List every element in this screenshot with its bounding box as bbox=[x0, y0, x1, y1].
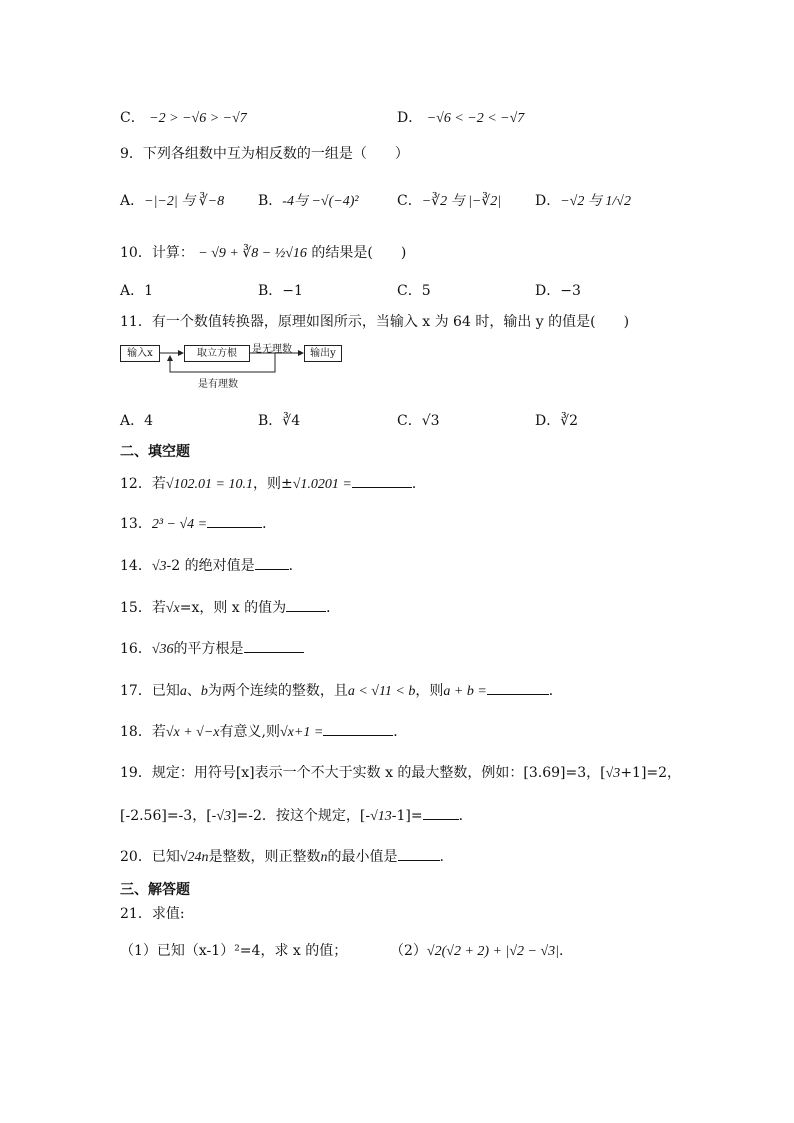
question-suffix: ． bbox=[548, 683, 563, 699]
question-expression: √3 bbox=[151, 559, 167, 574]
flow-irrational-label: 是无理数 bbox=[252, 344, 292, 355]
question-text: -2 的绝对值是 bbox=[166, 558, 255, 574]
q9-option-a bbox=[120, 190, 224, 210]
q11-option-a: A．4 bbox=[120, 413, 154, 429]
option-expression: −√6 < −2 < −√7 bbox=[426, 111, 525, 126]
option-label: C． bbox=[120, 110, 145, 126]
q14 bbox=[120, 555, 303, 577]
q9-option-b bbox=[258, 190, 359, 210]
q11-stem: 11．有一个数值转换器，原理如图所示，当输入 x 为 64 时，输出 y 的值是( ) bbox=[120, 314, 630, 330]
answer-blank[interactable] bbox=[286, 597, 326, 612]
variable-a: a bbox=[179, 684, 187, 699]
q9-option-d bbox=[535, 190, 631, 210]
question-expression-2: √1.0201 = bbox=[292, 477, 352, 492]
flow-output-box: 输出y bbox=[304, 345, 342, 362]
q9-option-c bbox=[397, 190, 501, 210]
option-expression: −∛2 与 |−∛2| bbox=[421, 194, 502, 209]
question-text: 19．规定：用符号[x]表示一个不大于实数 x 的最大整数，例如：[3.69]=3，[ bbox=[120, 765, 606, 781]
q11-option-c: C．√3 bbox=[397, 413, 440, 429]
q16 bbox=[120, 638, 304, 660]
question-text: ，则± bbox=[252, 476, 293, 492]
question-expression: √x bbox=[165, 601, 180, 616]
answer-blank[interactable] bbox=[398, 846, 440, 861]
flow-input-box: 输入x bbox=[120, 345, 160, 362]
section-fill-in-heading: 二、填空题 bbox=[120, 444, 190, 460]
question-prefix: 12．若 bbox=[120, 476, 166, 492]
q12 bbox=[120, 473, 426, 495]
q20 bbox=[120, 846, 444, 868]
q11-option-d: D．∛2 bbox=[535, 413, 579, 429]
question-suffix: ． bbox=[262, 516, 277, 532]
question-expression: √2(√2 + 2) + |√2 − √3| bbox=[426, 944, 560, 959]
answer-blank[interactable] bbox=[352, 473, 412, 488]
question-expression: √36 bbox=[151, 642, 174, 657]
q17 bbox=[120, 680, 563, 702]
answer-blank[interactable] bbox=[487, 680, 549, 695]
q8-option-c bbox=[120, 108, 247, 129]
q10-stem bbox=[120, 243, 406, 264]
question-expression-2: √13 bbox=[370, 809, 392, 824]
option-expression: −2 > −√6 > −√7 bbox=[149, 111, 247, 126]
question-suffix: ． bbox=[326, 600, 341, 616]
option-label: A． bbox=[120, 193, 145, 209]
q10-option-a: A．1 bbox=[120, 283, 154, 299]
question-text-3: -1]= bbox=[391, 808, 423, 824]
option-label: C． bbox=[397, 193, 422, 209]
q10-option-c: C．5 bbox=[397, 283, 431, 299]
question-text-2: 的最小值是 bbox=[327, 849, 398, 865]
question-expression: a < √11 < b bbox=[347, 684, 416, 699]
q21-stem: 21．求值: bbox=[120, 906, 185, 922]
q13 bbox=[120, 513, 276, 535]
option-expression: -4与 −√(−4)² bbox=[282, 194, 359, 209]
question-text: 为两个连续的整数，且 bbox=[207, 683, 348, 699]
q9-stem: 9．下列各组数中互为相反数的一组是（ ） bbox=[120, 146, 409, 162]
question-expression: √102.01 = 10.1 bbox=[165, 477, 253, 492]
separator: 、 bbox=[186, 683, 201, 699]
answer-blank[interactable] bbox=[423, 805, 459, 820]
question-expression-2: a + b = bbox=[443, 684, 487, 699]
variable-b: b bbox=[200, 684, 208, 699]
question-text: [-2.56]=-3，[- bbox=[120, 808, 217, 824]
section-solve-heading: 三、解答题 bbox=[120, 882, 190, 898]
question-text-2: ]=-2．按这个规定，[- bbox=[231, 808, 371, 824]
flow-rational-label: 是有理数 bbox=[198, 379, 238, 390]
question-prefix: 18．若 bbox=[120, 724, 166, 740]
q19-line2 bbox=[120, 805, 473, 827]
part-label: （2） bbox=[390, 943, 427, 959]
question-prefix: 10．计算： bbox=[120, 245, 194, 261]
variable-n: n bbox=[320, 850, 328, 865]
q11-option-b: B．∛4 bbox=[258, 413, 301, 429]
question-text-2: ，则 bbox=[415, 683, 444, 699]
question-prefix: 17．已知 bbox=[120, 683, 180, 699]
question-suffix: . bbox=[439, 849, 444, 865]
answer-blank[interactable] bbox=[255, 555, 289, 570]
answer-blank[interactable] bbox=[207, 513, 262, 528]
q19-line1 bbox=[120, 763, 681, 784]
question-suffix: ． bbox=[458, 808, 473, 824]
option-label: D． bbox=[397, 110, 423, 126]
question-suffix: ． bbox=[411, 476, 426, 492]
question-prefix: 15．若 bbox=[120, 600, 166, 616]
question-prefix: 20．已知 bbox=[120, 849, 180, 865]
question-text: =x，则 x 的值为 bbox=[179, 600, 287, 616]
question-expression: √x + √−x bbox=[165, 725, 220, 740]
q10-option-b: B．−1 bbox=[258, 283, 303, 299]
question-prefix: 14． bbox=[120, 558, 152, 574]
question-suffix: ． bbox=[393, 724, 408, 740]
q15 bbox=[120, 597, 340, 619]
answer-blank[interactable] bbox=[244, 638, 304, 653]
question-suffix: ． bbox=[288, 558, 303, 574]
option-label: B． bbox=[258, 193, 283, 209]
option-label: D． bbox=[535, 193, 561, 209]
question-suffix: 的结果是( ) bbox=[311, 245, 407, 261]
question-expression: √3 bbox=[216, 809, 232, 824]
question-expression: √3 bbox=[605, 766, 621, 781]
question-expression: √24n bbox=[179, 850, 209, 865]
question-text-2: +1]=2， bbox=[620, 765, 682, 781]
question-text: 的平方根是 bbox=[173, 641, 244, 657]
question-expression: 2³ − √4 = bbox=[151, 517, 208, 532]
option-expression: −|−2| 与 ∛−8 bbox=[144, 194, 225, 209]
q21-part2 bbox=[390, 941, 563, 962]
q10-option-d: D．−3 bbox=[535, 283, 581, 299]
question-expression: − √9 + ∛8 − ½√16 bbox=[198, 246, 307, 261]
question-text: 有意义,则 bbox=[219, 724, 280, 740]
question-prefix: 13． bbox=[120, 516, 152, 532]
answer-blank[interactable] bbox=[323, 721, 393, 736]
option-expression: −√2 与 1/√2 bbox=[560, 194, 631, 209]
q21-part1: （1）已知（x-1）²=4，求 x 的值； bbox=[120, 943, 348, 959]
question-expression-2: √x+1 = bbox=[279, 725, 324, 740]
question-text: 是整数，则正整数 bbox=[208, 849, 321, 865]
q8-option-d bbox=[397, 108, 524, 129]
flow-process-box: 取立方根 bbox=[184, 345, 250, 362]
question-suffix: . bbox=[559, 943, 564, 959]
q18 bbox=[120, 721, 407, 743]
question-prefix: 16． bbox=[120, 641, 152, 657]
